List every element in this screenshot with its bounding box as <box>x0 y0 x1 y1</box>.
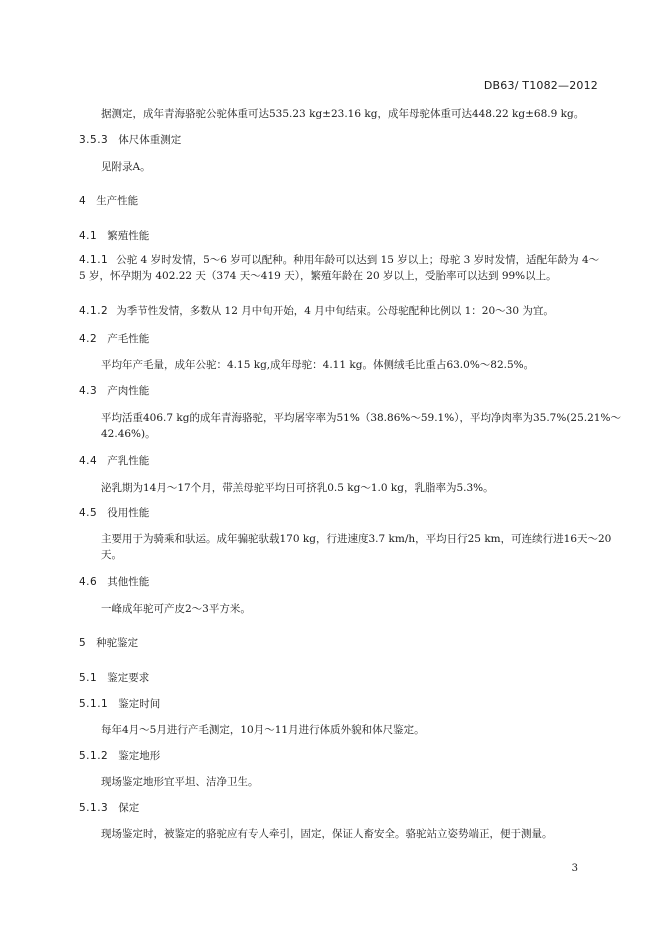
section-title: 产毛性能 <box>107 333 150 345</box>
section-title: 役用性能 <box>107 507 150 519</box>
heading-3-5-3 <box>79 132 181 148</box>
section-title: 鉴定地形 <box>118 750 161 762</box>
paragraph-4-4: 泌乳期为14月～17个月，带羔母驼平均日可挤乳0.5 kg～1.0 kg，乳脂率为5.3%。 <box>101 482 494 494</box>
section-number: 4.3 <box>79 385 98 397</box>
section-number: 5.1.1 <box>79 698 109 710</box>
heading-5-1-2 <box>79 748 160 764</box>
section-title: 产肉性能 <box>107 385 150 397</box>
item-text: 为季节性发情，多数从 12 月中旬开始，4 月中旬结束。公母驼配种比例以 1：20～30 为宜。 <box>116 305 554 317</box>
section-number: 4.4 <box>79 455 98 467</box>
paragraph-4-3: 平均活重406.7 kg的成年青海骆驼，平均屠宰率为51%（38.86%～59.1%），平均净肉率为35.7%(25.21%～42.46%)。 <box>101 412 621 440</box>
heading-5-1 <box>79 670 149 686</box>
heading-5-1-3 <box>79 800 139 816</box>
item-4-1-2 <box>79 303 600 319</box>
section-number: 4 <box>79 195 87 207</box>
paragraph-5-1-2: 现场鉴定地形宜平坦、洁净卫生。 <box>101 776 259 788</box>
section-number: 5 <box>79 637 87 649</box>
heading-4-2 <box>79 331 149 347</box>
section-title: 保定 <box>118 802 140 814</box>
heading-4-5 <box>79 505 149 521</box>
section-title: 生产性能 <box>96 195 139 207</box>
section-title: 种驼鉴定 <box>96 637 139 649</box>
paragraph-5-1-1: 每年4月～5月进行产毛测定，10月～11月进行体质外貌和体尺鉴定。 <box>101 724 425 736</box>
section-title: 鉴定要求 <box>107 672 150 684</box>
section-number: 5.1.2 <box>79 750 109 762</box>
section-number: 4.1 <box>79 230 98 242</box>
section-title: 其他性能 <box>107 576 150 588</box>
item-number: 4.1.1 <box>79 254 109 266</box>
item-number: 4.1.2 <box>79 305 109 317</box>
section-number: 4.5 <box>79 507 98 519</box>
section-title: 产乳性能 <box>107 455 150 467</box>
paragraph-3-5-3: 见附录A。 <box>101 161 151 173</box>
section-title: 繁殖性能 <box>107 230 150 242</box>
item-text: 公驼 4 岁时发情，5～6 岁可以配种。种用年龄可以达到 15 岁以上；母驼 3 岁时发情，适配年龄为 4～5 岁，怀孕期为 402.22 天（374 天～419 天），繁殖年龄在 20 岁以上，受胎率可以达到 99%以上。 <box>79 254 600 282</box>
heading-5-1-1 <box>79 696 160 712</box>
paragraph-4-6: 一峰成年驼可产皮2～3平方米。 <box>101 603 251 615</box>
heading-4-6 <box>79 574 149 590</box>
paragraph-4-5: 主要用于为骑乘和驮运。成年骟驼驮载170 kg，行进速度3.7 km/h，平均日行25 km，可连续行进16天～20天。 <box>101 533 612 561</box>
paragraph-body-weight: 据测定，成年青海骆驼公驼体重可达535.23 kg±23.16 kg，成年母驼体重可达448.22 kg±68.9 kg。 <box>101 108 585 120</box>
section-number: 3.5.3 <box>79 134 109 146</box>
paragraph-5-1-3: 现场鉴定时，被鉴定的骆驼应有专人牵引，固定，保证人畜安全。骆驼站立姿势端正，便于测量。 <box>101 828 553 840</box>
heading-4-1 <box>79 228 149 244</box>
heading-4 <box>79 193 138 209</box>
heading-5 <box>79 635 138 651</box>
section-number: 5.1 <box>79 672 98 684</box>
section-title: 鉴定时间 <box>118 698 161 710</box>
heading-4-3 <box>79 383 149 399</box>
section-number: 4.6 <box>79 576 98 588</box>
section-title: 体尺体重测定 <box>118 134 182 146</box>
section-number: 5.1.3 <box>79 802 109 814</box>
standard-code: DB63/ T1082—2012 <box>483 79 598 92</box>
page-number: 3 <box>571 863 578 874</box>
heading-4-4 <box>79 453 149 469</box>
section-number: 4.2 <box>79 333 98 345</box>
item-4-1-1 <box>79 252 600 284</box>
paragraph-4-2: 平均年产毛量，成年公驼：4.15 kg,成年母驼：4.11 kg。体侧绒毛比重占63.0%～82.5%。 <box>101 359 535 371</box>
